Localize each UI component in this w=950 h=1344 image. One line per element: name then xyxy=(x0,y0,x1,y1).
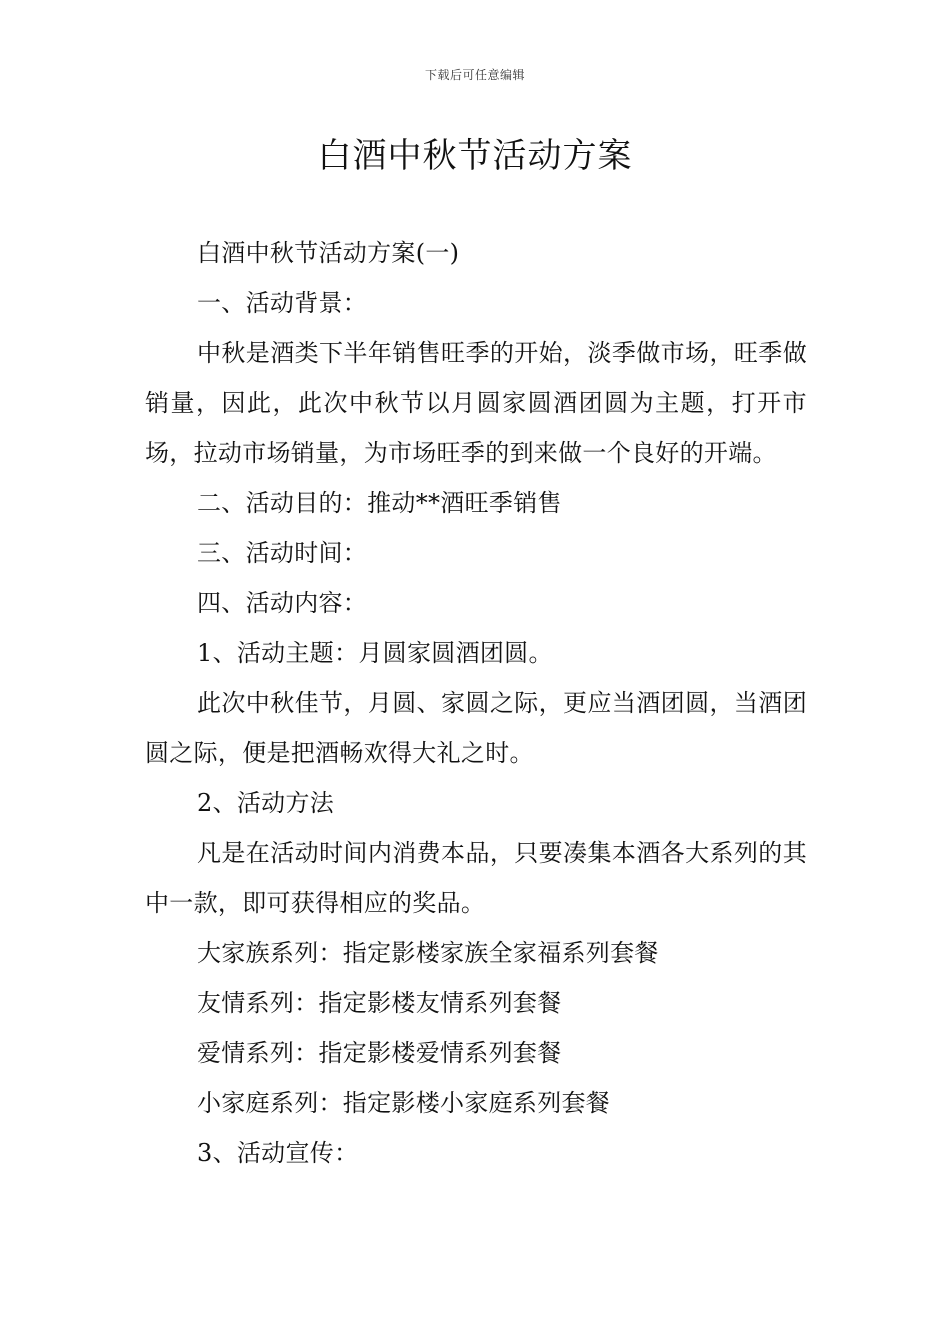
paragraph-method-heading: 2、活动方法 xyxy=(197,789,335,817)
paragraph-section-3-time: 三、活动时间： xyxy=(197,539,368,567)
paragraph-theme: 1、活动主题：月圆家圆酒团圆。 xyxy=(197,639,553,667)
paragraph-method-description: 凡是在活动时间内消费本品，只要凑集本酒各大系列的其中一款，即可获得相应的奖品。 xyxy=(145,839,807,917)
document-title: 白酒中秋节活动方案 xyxy=(317,136,633,176)
paragraph-series-friendship: 友情系列：指定影楼友情系列套餐 xyxy=(197,989,562,1017)
paragraph-background: 中秋是酒类下半年销售旺季的开始，淡季做市场，旺季做销量，因此，此次中秋节以月圆家圆酒团圆为主题，打开市场，拉动市场销量，为市场旺季的到来做一个良好的开端。 xyxy=(145,339,807,467)
paragraph-series-family: 大家族系列：指定影楼家族全家福系列套餐 xyxy=(197,939,659,967)
document-body xyxy=(145,228,807,1178)
paragraph-section-1-heading: 一、活动背景： xyxy=(197,289,368,317)
paragraph-section-4-heading: 四、活动内容： xyxy=(197,589,368,617)
paragraph-subtitle: 白酒中秋节活动方案(一) xyxy=(197,239,460,267)
paragraph-promotion-heading: 3、活动宣传： xyxy=(197,1139,359,1167)
paragraph-theme-description: 此次中秋佳节，月圆、家圆之际，更应当酒团圆，当酒团圆之际，便是把酒畅欢得大礼之时。 xyxy=(145,689,807,767)
paragraph-series-small-family: 小家庭系列：指定影楼小家庭系列套餐 xyxy=(197,1089,611,1117)
paragraph-section-2-purpose: 二、活动目的：推动**酒旺季销售 xyxy=(197,489,562,517)
header-note: 下载后可任意编辑 xyxy=(424,68,525,82)
paragraph-series-love: 爱情系列：指定影楼爱情系列套餐 xyxy=(197,1039,562,1067)
